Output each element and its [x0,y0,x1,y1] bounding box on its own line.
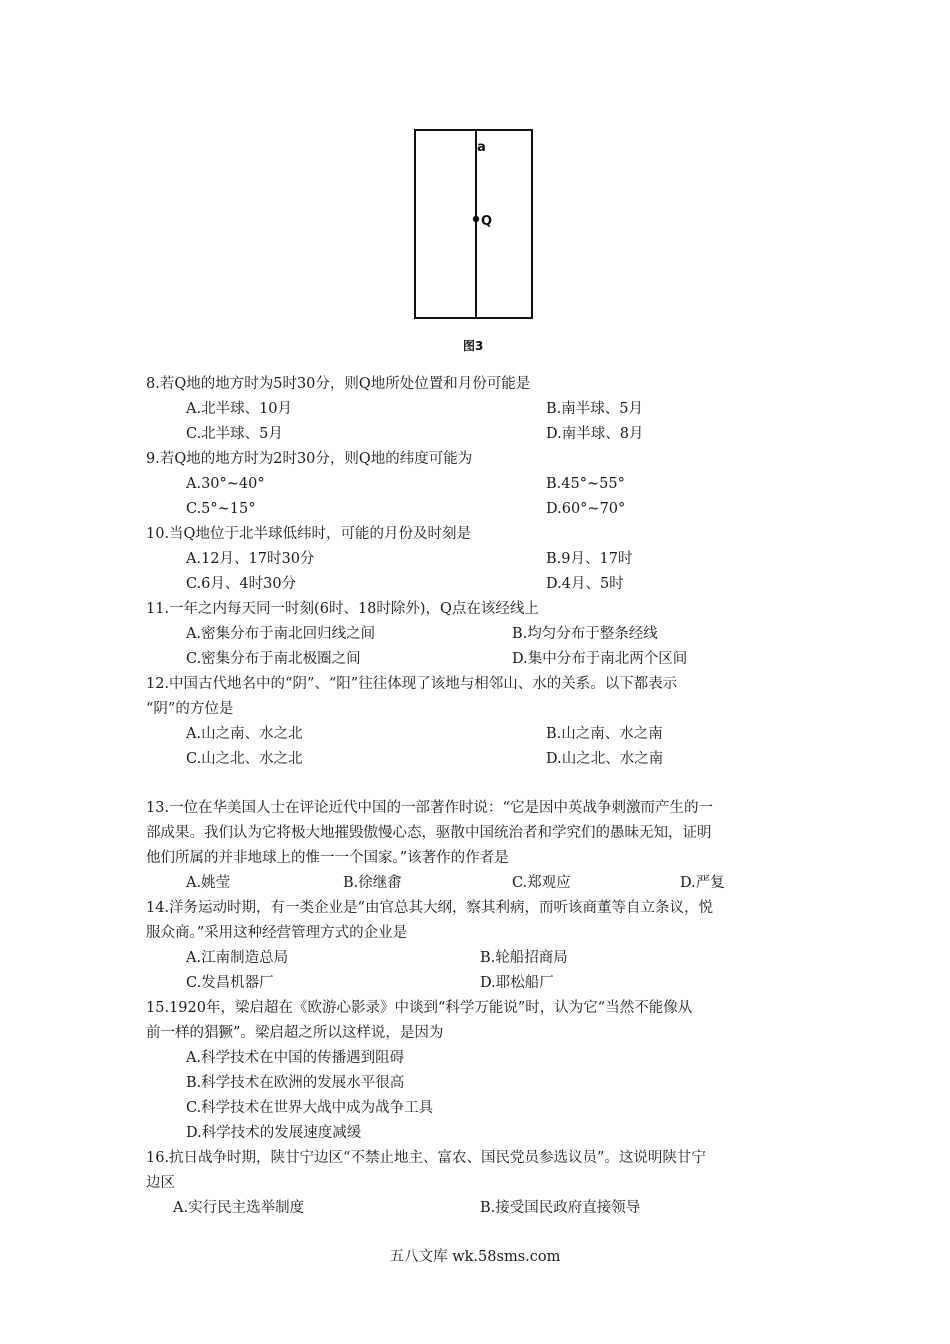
question-12-option-a: A.山之南、水之北 [186,726,303,742]
question-10-stem: 10.当Q地位于北半球低纬时，可能的月份及时刻是 [146,526,471,542]
question-11-stem: 11.一年之内每天同一时刻(6时、18时除外)，Q点在该经线上 [146,601,539,617]
question-15-stem-cont: 前一样的猖獗”。梁启超之所以这样说，是因为 [146,1025,444,1041]
question-10-option-b: B.9月、17时 [546,551,633,567]
question-12-option-b: B.山之南、水之南 [546,726,663,742]
question-16-stem-cont: 边区 [146,1175,175,1191]
question-8-option-d: D.南半球、8月 [546,426,644,442]
question-12-option-d: D.山之北、水之南 [546,751,664,767]
question-14-option-d: D.耶松船厂 [480,975,554,991]
question-14-stem-cont: 服众商。”采用这种经营管理方式的企业是 [146,925,408,941]
question-15-option-c: C.科学技术在世界大战中成为战争工具 [186,1100,434,1116]
question-12-option-c: C.山之北、水之北 [186,751,303,767]
question-10-option-a: A.12月、17时30分 [186,551,315,567]
question-13-option-b: B.徐继畬 [343,875,402,891]
figure-3 [380,118,580,368]
question-15-option-b: B.科学技术在欧洲的发展水平很高 [186,1075,405,1091]
question-16-stem: 16.抗日战争时期，陕甘宁边区“不禁止地主、富农、国民党员参选议员”。这说明陕甘宁 [146,1150,706,1166]
point-q [473,216,479,222]
question-12-stem: 12.中国古代地名中的“阴”、“阳”往往体现了该地与相邻山、水的关系。以下都表示 [146,676,678,692]
question-10-option-c: C.6月、4时30分 [186,576,297,592]
label-q: Q [481,214,493,229]
footer-watermark: 五八文库 wk.58sms.com [389,1249,561,1265]
question-11-option-d: D.集中分布于南北两个区间 [512,651,688,667]
question-14-option-a: A.江南制造总局 [186,950,289,966]
question-14-option-c: C.发昌机器厂 [186,975,274,991]
question-11-option-b: B.均匀分布于整条经线 [512,626,658,642]
question-13-stem: 13.一位在华美国人士在评论近代中国的一部著作时说：“它是因中英战争刺激而产生的一 [146,800,713,816]
question-13-option-a: A.姚莹 [186,875,231,891]
question-14-option-b: B.轮船招商局 [480,950,568,966]
question-9-option-a: A.30°~40° [186,476,265,492]
question-8-option-c: C.北半球、5月 [186,426,283,442]
question-13-option-d: D.严复 [680,875,725,891]
question-8-stem: 8.若Q地的地方时为5时30分，则Q地所处位置和月份可能是 [146,376,531,392]
label-a: a [477,140,486,155]
question-10-option-d: D.4月、5时 [546,576,624,592]
question-13-option-c: C.郑观应 [512,875,571,891]
question-9-option-c: C.5°~15° [186,501,256,517]
figure-frame [415,130,532,318]
question-15-option-a: A.科学技术在中国的传播遇到阻碍 [186,1050,405,1066]
question-9-stem: 9.若Q地的地方时为2时30分，则Q地的纬度可能为 [146,451,473,467]
figure-3-diagram [380,118,580,368]
question-15-option-d: D.科学技术的发展速度减缓 [186,1125,362,1141]
question-8-option-b: B.南半球、5月 [546,401,643,417]
question-9-option-b: B.45°~55° [546,476,625,492]
question-11-option-c: C.密集分布于南北极圈之间 [186,651,361,667]
question-9-option-d: D.60°~70° [546,501,626,517]
question-12-stem-cont: “阴”的方位是 [146,701,234,717]
question-16-option-a: A.实行民主选举制度 [173,1200,305,1216]
question-8-option-a: A.北半球、10月 [186,401,293,417]
figure-caption: 图3 [463,339,484,353]
question-14-stem: 14.洋务运动时期，有一类企业是“由官总其大纲，察其利病，而听该商董等自立条议，悦 [146,900,713,916]
question-11-option-a: A.密集分布于南北回归线之间 [186,626,376,642]
question-15-stem: 15.1920年，梁启超在《欧游心影录》中谈到“科学万能说”时，认为它“当然不能像从 [146,1000,693,1016]
question-13-stem-cont2: 他们所属的并非地球上的惟一一个国家。”该著作的作者是 [146,850,509,866]
question-13-stem-cont: 部成果。我们认为它将极大地摧毁傲慢心态，驱散中国统治者和学究们的愚昧无知，证明 [146,825,712,841]
question-16-option-b: B.接受国民政府直接领导 [480,1200,641,1216]
